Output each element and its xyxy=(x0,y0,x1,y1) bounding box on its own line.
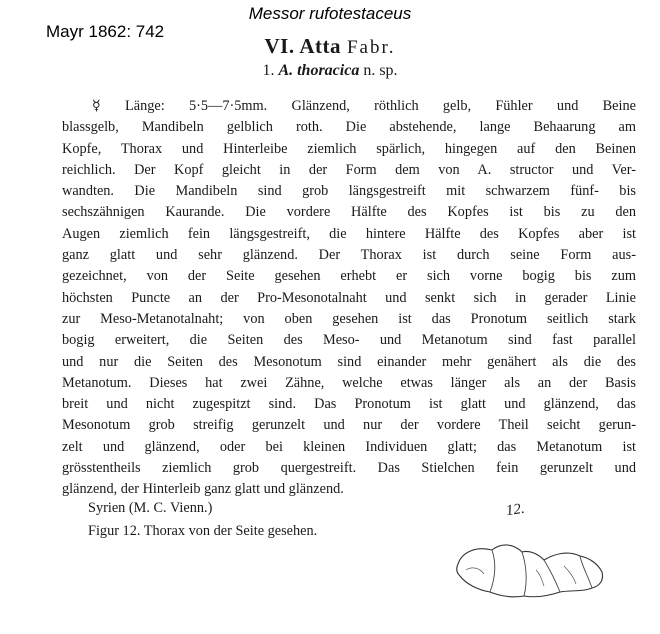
text-line: zur Meso-Metanotalnaht; von oben gesehen ist das Pronotum seitlich stark xyxy=(62,310,636,327)
text-line: zelt und glänzend, oder bei kleinen Individuen glatt; das Metanotum ist xyxy=(62,438,636,455)
species-heading xyxy=(0,62,660,80)
species-title: Messor rufotestaceus xyxy=(248,4,412,23)
text-line: glänzend, der Hinterleib ganz glatt und glänzend. xyxy=(62,481,344,498)
text-line: Mesonotum grob streifig gerunzelt und nur der vordere Theil seicht gerun- xyxy=(62,417,636,434)
text-line: Augen ziemlich fein längsgestreift, die hintere Hälfte des Kopfes aber ist xyxy=(62,225,636,242)
description-text xyxy=(62,96,636,501)
species-name: A. thoracica xyxy=(278,62,360,79)
text-line: breit und nicht zugespitzt sind. Das Pronotum ist glatt und glänzend, das xyxy=(62,396,636,413)
text-line: grösstentheils ziemlich grob quergestreift. Das Stielchen fein gerunzelt und xyxy=(62,460,636,477)
genus-heading xyxy=(0,34,660,59)
text-line: höchsten Puncte an der Pro-Mesonotalnaht und senkt sich in gerader Linie xyxy=(62,289,636,306)
text-line: blassgelb, Mandibeln gelblich roth. Die abstehende, lange Behaarung am xyxy=(62,119,636,136)
text-line: sechszähnigen Kaurande. Die vordere Hälfte des Kopfes ist bis zu den xyxy=(62,204,636,221)
genus-author: Fabr. xyxy=(346,37,396,58)
figure-number: 12. xyxy=(504,500,526,520)
text-line: und nur die Seiten des Mesonotum sind einander mehr genähert als die des xyxy=(62,353,636,370)
text-line: wandten. Die Mandibeln sind grob längsgestreift mit schwarzem fünf- bis xyxy=(62,183,636,200)
text-line: gezeichnet, von der Seite gesehen erhebt er sich vorne bogig bis zum xyxy=(62,268,636,285)
thorax-drawing-icon xyxy=(452,530,612,610)
citation-label: Mayr 1862: 742 xyxy=(46,22,165,41)
genus-number: VI. xyxy=(264,34,295,58)
species-number: 1. xyxy=(262,62,275,79)
text-line: Kopfe, Thorax und Hinterleibe ziemlich spärlich, hingegen auf den Beinen xyxy=(62,140,636,157)
text-line: reichlich. Der Kopf gleicht in der Form dem von A. structor und Ver- xyxy=(62,161,636,178)
locality-line: Syrien (M. C. Vienn.) xyxy=(88,500,213,516)
text-line: Metanotum. Dieses hat zwei Zähne, welche etwas länger als an der Basis xyxy=(62,374,636,391)
genus-name: Atta xyxy=(299,34,341,58)
text-line: ganz glatt und sehr glänzend. Der Thorax ist durch seine Form aus- xyxy=(62,247,636,264)
text-line: ☿ Länge: 5·5—7·5mm. Glänzend, röthlich gelb, Fühler und Beine xyxy=(92,98,636,114)
figure-caption: Figur 12. Thorax von der Seite gesehen. xyxy=(88,523,318,539)
text-line: bogig erweitert, die Seiten des Meso- und Metanotum sind fast parallel xyxy=(62,332,636,349)
species-status: n. sp. xyxy=(363,62,398,79)
